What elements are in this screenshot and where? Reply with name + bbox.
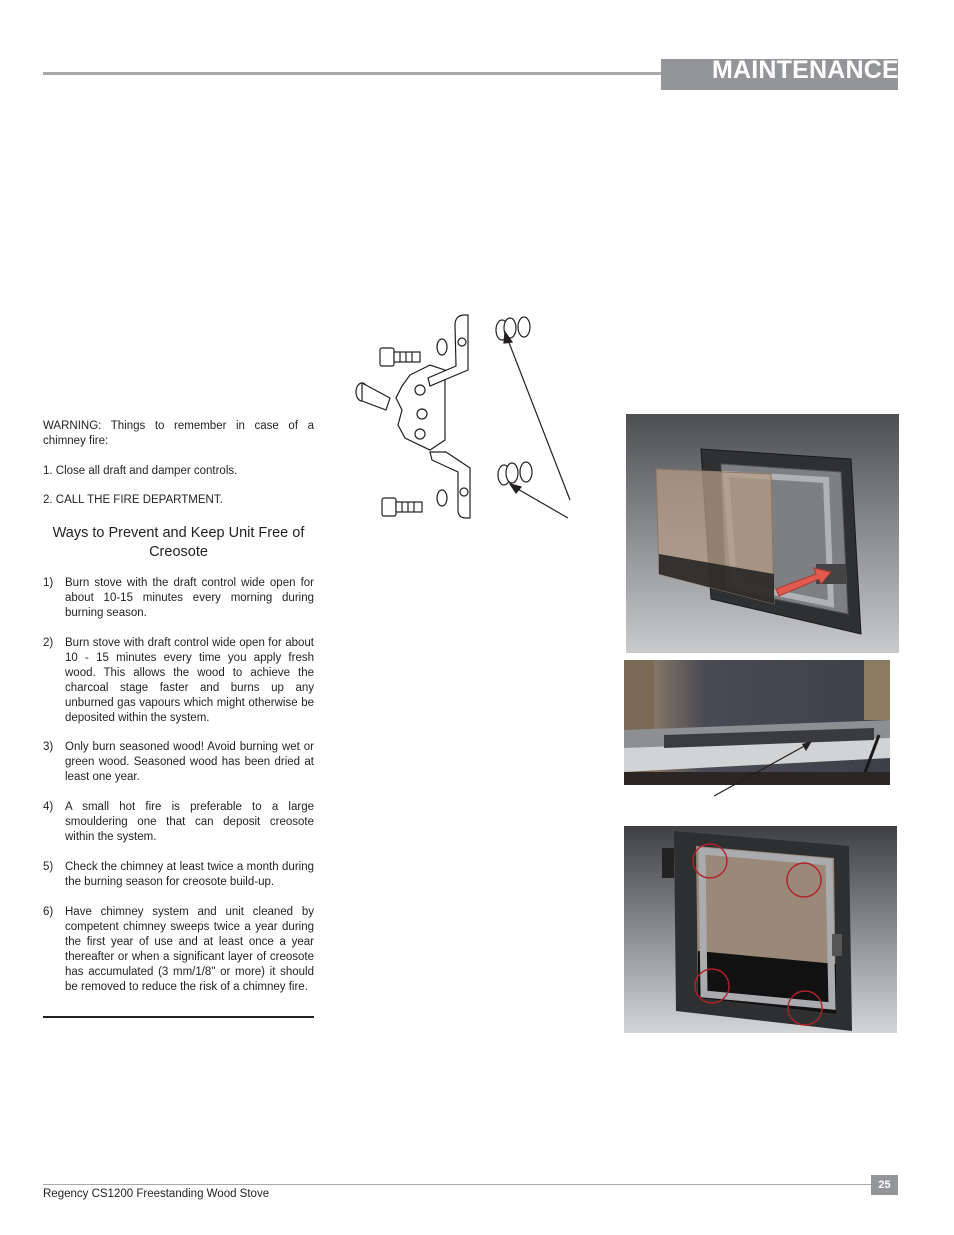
- list-item-text: Burn stove with the draft control wide open for about 10-15 minutes every morning during burning season.: [65, 577, 314, 619]
- list-item-text: Have chimney system and unit cleaned by competent chimney sweeps twice a year during the first year of use and at least once a year thereafter or when a significant layer of creosote has accumulated (3 mm/1/8" or more) it should be removed to reduce the risk of a chimney fire.: [65, 906, 314, 993]
- washer-stack-icon: [498, 462, 532, 485]
- list-item-number: 6): [43, 906, 54, 918]
- door-glass-clips-photo: [624, 826, 897, 1033]
- bolt-icon: [382, 498, 422, 516]
- list-item-text: Only burn seasoned wood! Avoid burning wet or green wood. Seasoned wood has been dried at least one year.: [65, 741, 314, 783]
- page-number: 25: [878, 1179, 891, 1191]
- warning-step-2: 2. CALL THE FIRE DEPARTMENT.: [43, 494, 223, 506]
- ways-heading: Ways to Prevent and Keep Unit Free of Creosote: [52, 525, 305, 560]
- bolt-icon: [380, 348, 420, 366]
- list-item-text: Burn stove with draft control wide open for about 10 - 15 minutes every time you apply fresh wood. This allows the wood to achieve the charcoal stage faster and burns up any unburned gas vapours which might otherwise be deposited within the system.: [65, 637, 314, 724]
- header-rule: [43, 72, 663, 75]
- list-item: [43, 800, 314, 845]
- list-item: [43, 905, 314, 995]
- list-item: [43, 860, 314, 890]
- leader-arrow-icon: [708, 738, 818, 800]
- section-rule: [43, 1016, 314, 1018]
- list-item: [43, 636, 314, 726]
- door-glass-removal-photo: [626, 414, 899, 653]
- list-item: [43, 740, 314, 785]
- hinge-assembly-diagram: [350, 310, 580, 525]
- footer-text: Regency CS1200 Freestanding Wood Stove: [43, 1188, 270, 1200]
- list-item-number: 4): [43, 801, 54, 813]
- list-item: [43, 576, 314, 621]
- list-item-text: Check the chimney at least twice a month during the burning season for creosote build-up.: [65, 861, 314, 888]
- pin-icon: [356, 383, 390, 410]
- list-item-number: 5): [43, 861, 54, 873]
- warning-text: WARNING: Things to remember in case of a chimney fire:: [43, 420, 314, 447]
- list-item-number: 1): [43, 577, 54, 589]
- warning-step-1: 1. Close all draft and damper controls.: [43, 465, 238, 477]
- list-item-number: 3): [43, 741, 54, 753]
- list-item-number: 2): [43, 637, 54, 649]
- page-title: MAINTENANCE: [712, 56, 899, 84]
- footer-rule: [43, 1184, 871, 1185]
- list-item-text: A small hot fire is preferable to a large smouldering one that can deposit creosote within the system.: [65, 801, 314, 843]
- washer-stack-icon: [496, 317, 530, 340]
